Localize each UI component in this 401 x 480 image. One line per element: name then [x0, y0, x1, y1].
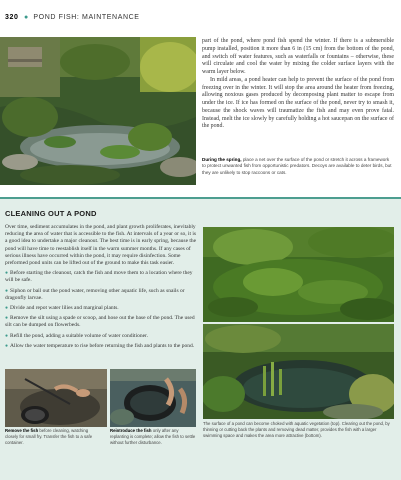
bullet-dot-icon: ●	[5, 333, 9, 339]
overgrown-pond-photo	[203, 227, 394, 322]
right-photos-caption: The surface of a pond can become choked with aquatic vegetation (top). Clearing out the pond, by thinning or cutting back the plants and removing dead matter, provides the fish with a larger swimming space and makes the area more attractive (bottom).	[203, 421, 390, 438]
caption-middle-text: only after any replanting is complete; allow the fish to settle without further disturbance.	[110, 428, 196, 445]
top-caption-text: place a net over the surface of the pond or stretch it across a framework to protect unwanted fish from opportunistic predators. Decoys are available to deter birds, but they are unlikely to stop raccoons or cats.	[202, 157, 392, 175]
returning-fish-photo	[110, 369, 196, 427]
box-bullet: ● Allow the water temperature to rise before returning the fish and plants to the pond.	[5, 342, 195, 349]
box-bullet: ● Refill the pond, adding a suitable volume of water conditioner.	[5, 332, 148, 339]
top-photo-caption	[202, 157, 392, 176]
box-bullet: ● Remove the silt using a spade or scoop, and hose out the base of the pond. The used silt can be dumped on flowerbeds.	[5, 315, 195, 329]
caption-left-text: before cleaning, watching closely for small fry. Transfer the fish to a safe container.	[5, 428, 93, 445]
bullet-dot-icon: ●	[5, 288, 9, 294]
cleared-pond-photo	[203, 324, 394, 419]
box-text	[5, 224, 197, 353]
box-bullet: ● Before starting the cleanout, catch the fish and move them to a location where they will be safe.	[5, 270, 193, 284]
intro-paragraph-1: part of the pond, where pond fish spend the winter. If there is a submersible pump installed, position it more than 6 in (15 cm) from the bottom of the pond, and switch off water features, such as waterfalls or fountains – otherwise, these will circulate and cool the water by mixing the colder surface layers with the warm layer below.	[202, 38, 394, 75]
intro-text	[202, 38, 394, 131]
box-top-rule	[0, 197, 401, 199]
page-header	[5, 14, 140, 21]
section-title: POND FISH: MAINTENANCE	[33, 14, 140, 21]
box-title: CLEANING OUT A POND	[5, 209, 97, 218]
intro-paragraph-2: In mild areas, a pond heater can help to prevent the surface of the pond from freezing over in the winter. It will stop the area around the heater from freezing, allowing noxious gases produced by decomposing plant matter to escape from under the ice. If ice has formed on the surface of the pond, never try to smash it, because the shock waves will traumatize the fish and may even prove fatal. Instead, melt the ice slowly by carefully holding a hot saucepan on the surface of the pond.	[202, 76, 394, 130]
box-bullet: ● Divide and repot water lilies and marginal plants.	[5, 305, 119, 312]
box-intro: Over time, sediment accumulates in the pond, and plant growth proliferates, inevitably reducing the area of water that is accessible to the fish. At intervals of a year or so, it is a good idea to undertake a major cleanout. The best time is in early spring, because the pond will have time to reestablish itself in the warm summer months. If any cases of serious illness have occurred within the pond, it may require disinfection. Some preformed pond units can be lifted out of the ground to make this task easier.	[5, 224, 197, 267]
caption-middle-lead: Reintroduce the fish	[110, 428, 152, 433]
bullet-dot-icon: ●	[5, 343, 9, 349]
bullet-dot-icon: ●	[5, 271, 9, 277]
page-number: 320	[5, 14, 19, 21]
garden-pond-photo	[0, 37, 196, 185]
bottom-caption-left	[5, 428, 101, 445]
bullet-dot-icon: ●	[5, 316, 9, 322]
bottom-caption-middle	[110, 428, 198, 445]
top-caption-lead: During the spring,	[202, 157, 242, 162]
caption-left-lead: Remove the fish	[5, 428, 39, 433]
bullet-dot-icon: ●	[5, 306, 9, 312]
netting-fish-photo	[5, 369, 107, 427]
bullet-dot-icon: ●	[24, 14, 29, 21]
box-bullet: ● Siphon or bail out the pond water, removing other aquatic life, such as snails or dragonfly larvae.	[5, 287, 185, 301]
